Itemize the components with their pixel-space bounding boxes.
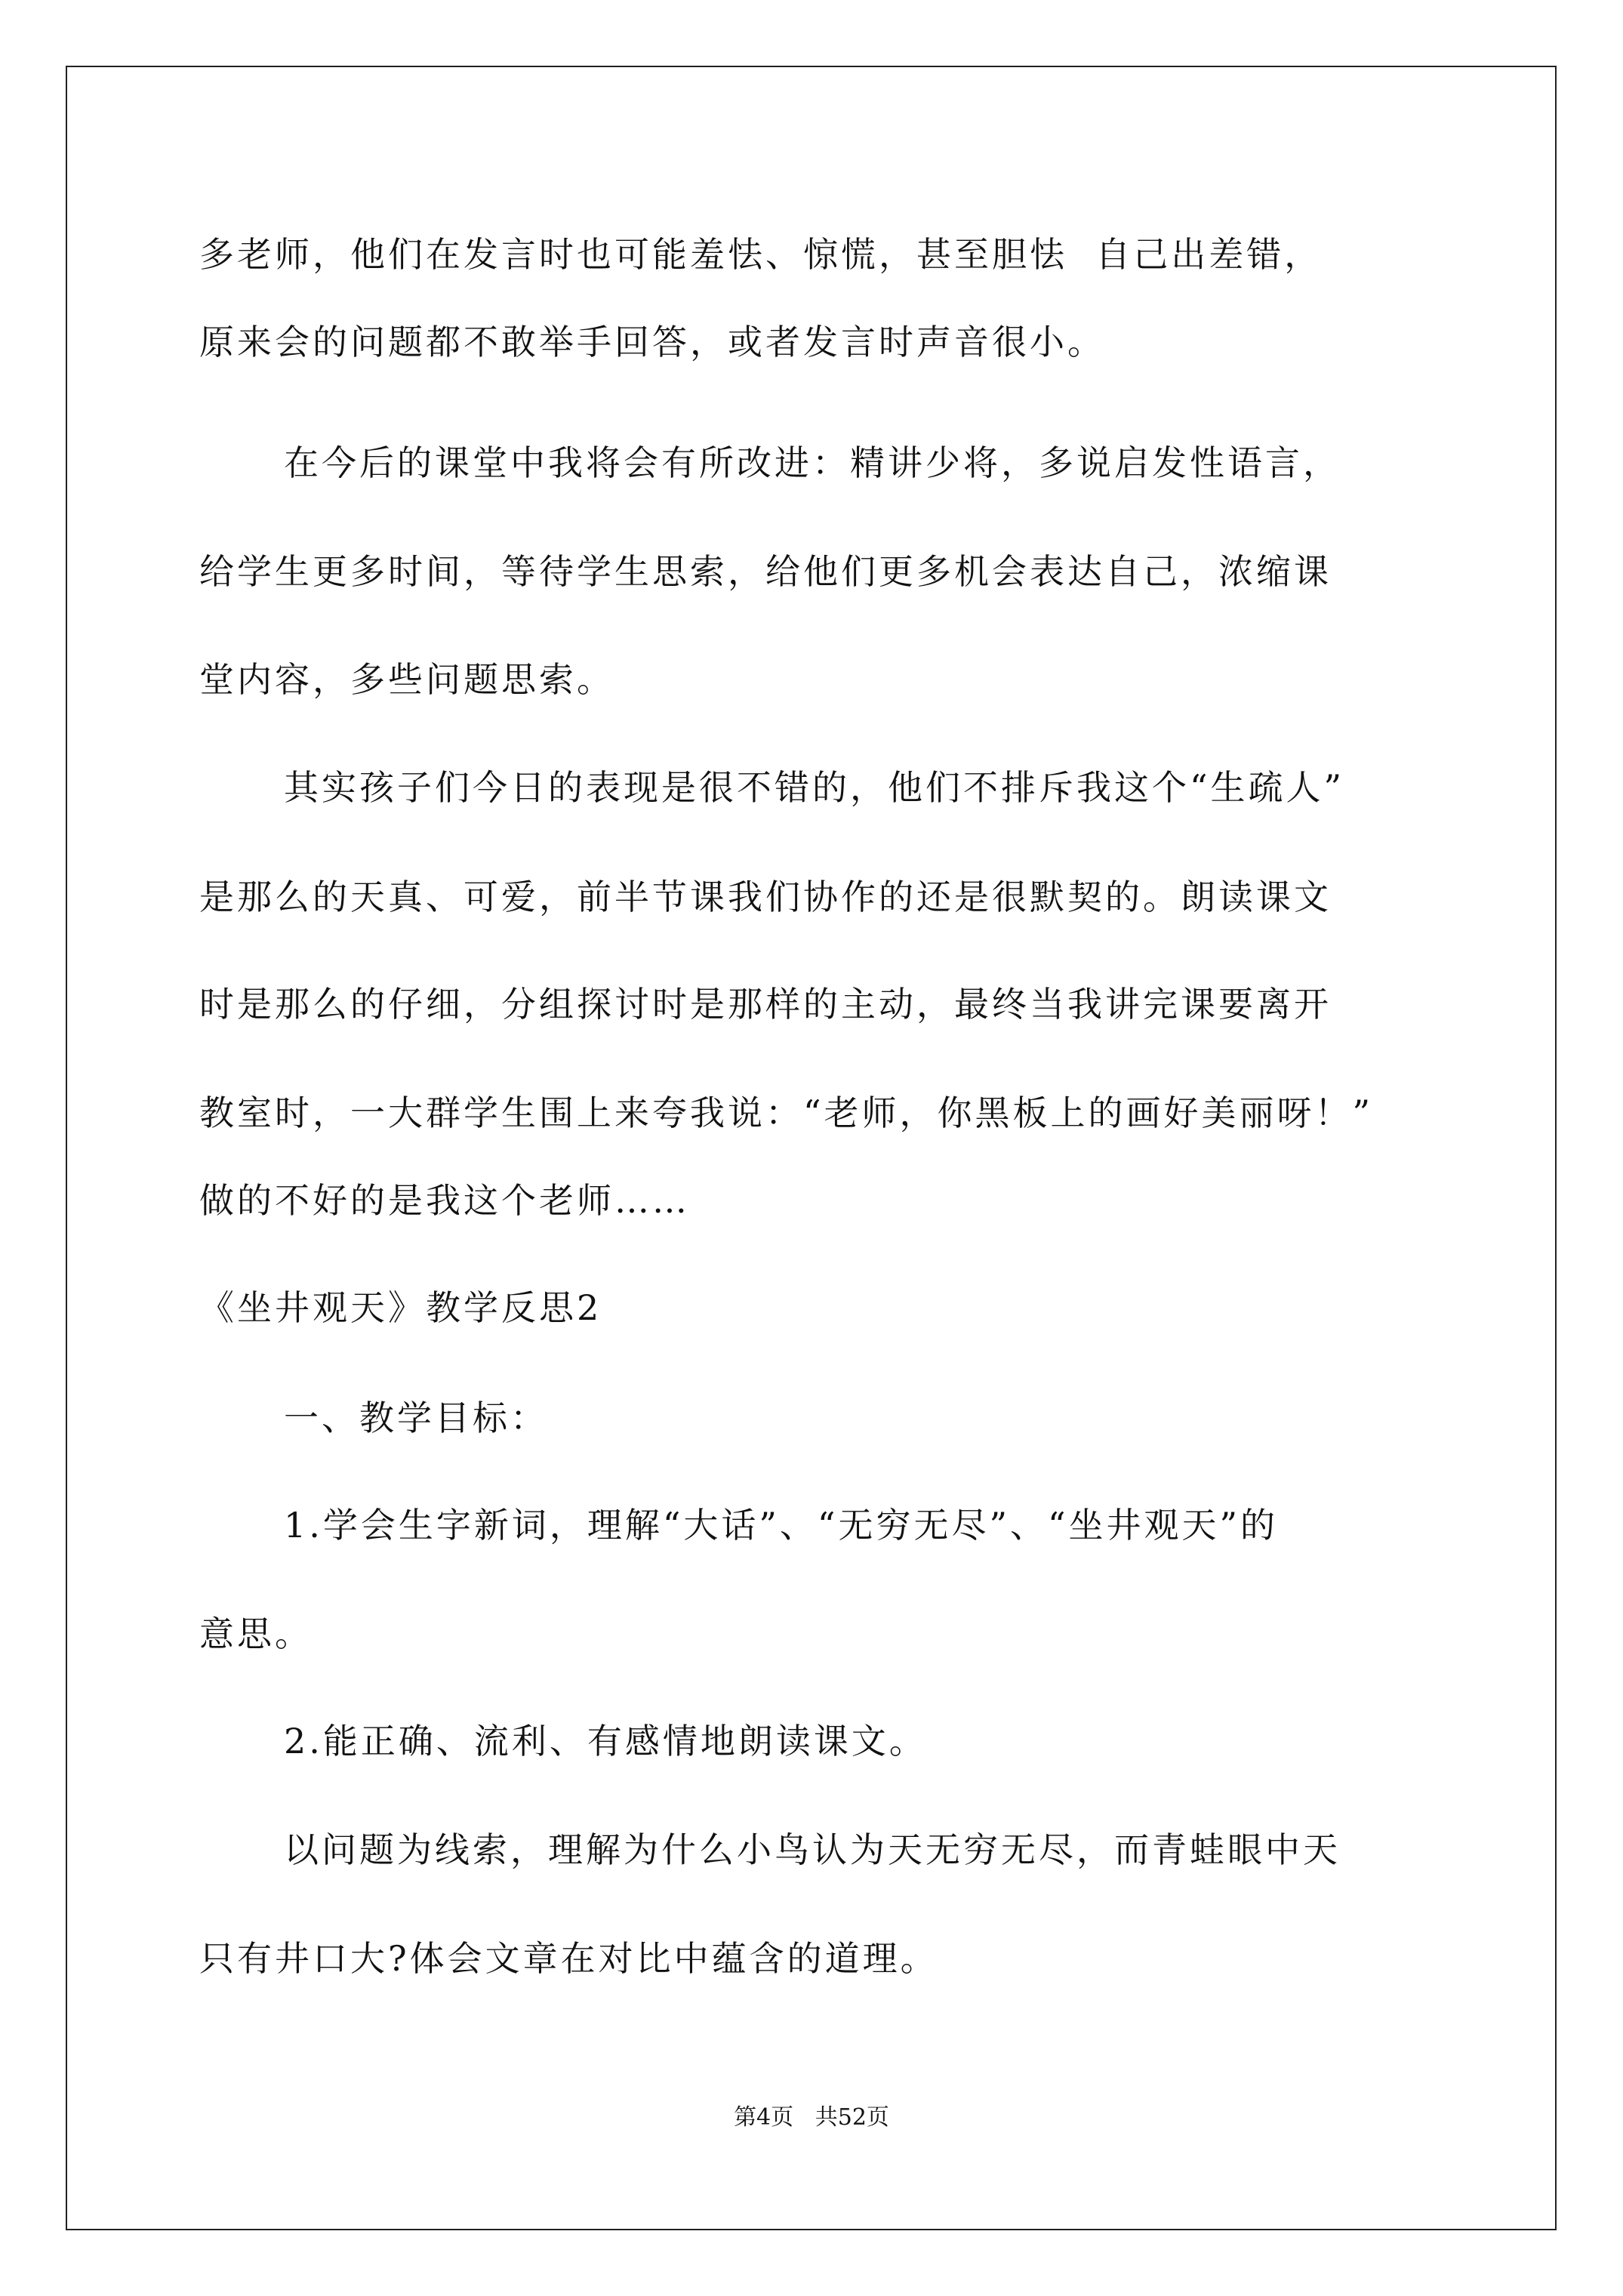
body-text-line: 教室时，一大群学生围上来夸我说：“老师，你黑板上的画好美丽呀！” [199,1093,1374,1133]
page-border [66,66,1557,2230]
page-footer: 第4页 共52页 [734,2104,889,2131]
list-item: 2.能正确、流利、有感情地朗读课文。 [284,1721,927,1761]
body-text-line: 时是那么的仔细，分组探讨时是那样的主动，最终当我讲完课要离开 [199,984,1332,1025]
paragraph-text-line: 以问题为线索，理解为什么小鸟认为天无穷无尽，而青蛙眼中天 [284,1829,1341,1870]
body-text-line: 意思。 [199,1613,313,1654]
body-text-line: 做的不好的是我这个老师…… [199,1180,690,1221]
body-text-line: 给学生更多时间，等待学生思索，给他们更多机会表达自己，浓缩课 [199,551,1332,592]
subheading: 一、教学目标： [284,1398,548,1438]
paragraph-text-line: 其实孩子们今日的表现是很不错的，他们不排斥我这个“生疏人” [284,767,1345,808]
body-text-line: 堂内容，多些问题思索。 [199,659,614,700]
list-item: 1.学会生字新词，理解“大话”、“无穷无尽”、“坐井观天”的 [284,1505,1278,1546]
body-text-line: 是那么的天真、可爱，前半节课我们协作的还是很默契的。朗读课文 [199,877,1332,917]
body-text-line: 只有井口大?体会文章在对比中蕴含的道理。 [199,1938,938,1979]
section-heading: 《坐井观天》教学反思2 [199,1287,602,1328]
body-text-line: 原来会的问题都不敢举手回答，或者发言时声音很小。 [199,322,1105,362]
body-text-line: 多老师，他们在发言时也可能羞怯、惊慌，甚至胆怯 自己出差错， [199,234,1323,275]
paragraph-text-line: 在今后的课堂中我将会有所改进：精讲少将，多说启发性语言， [284,442,1341,483]
